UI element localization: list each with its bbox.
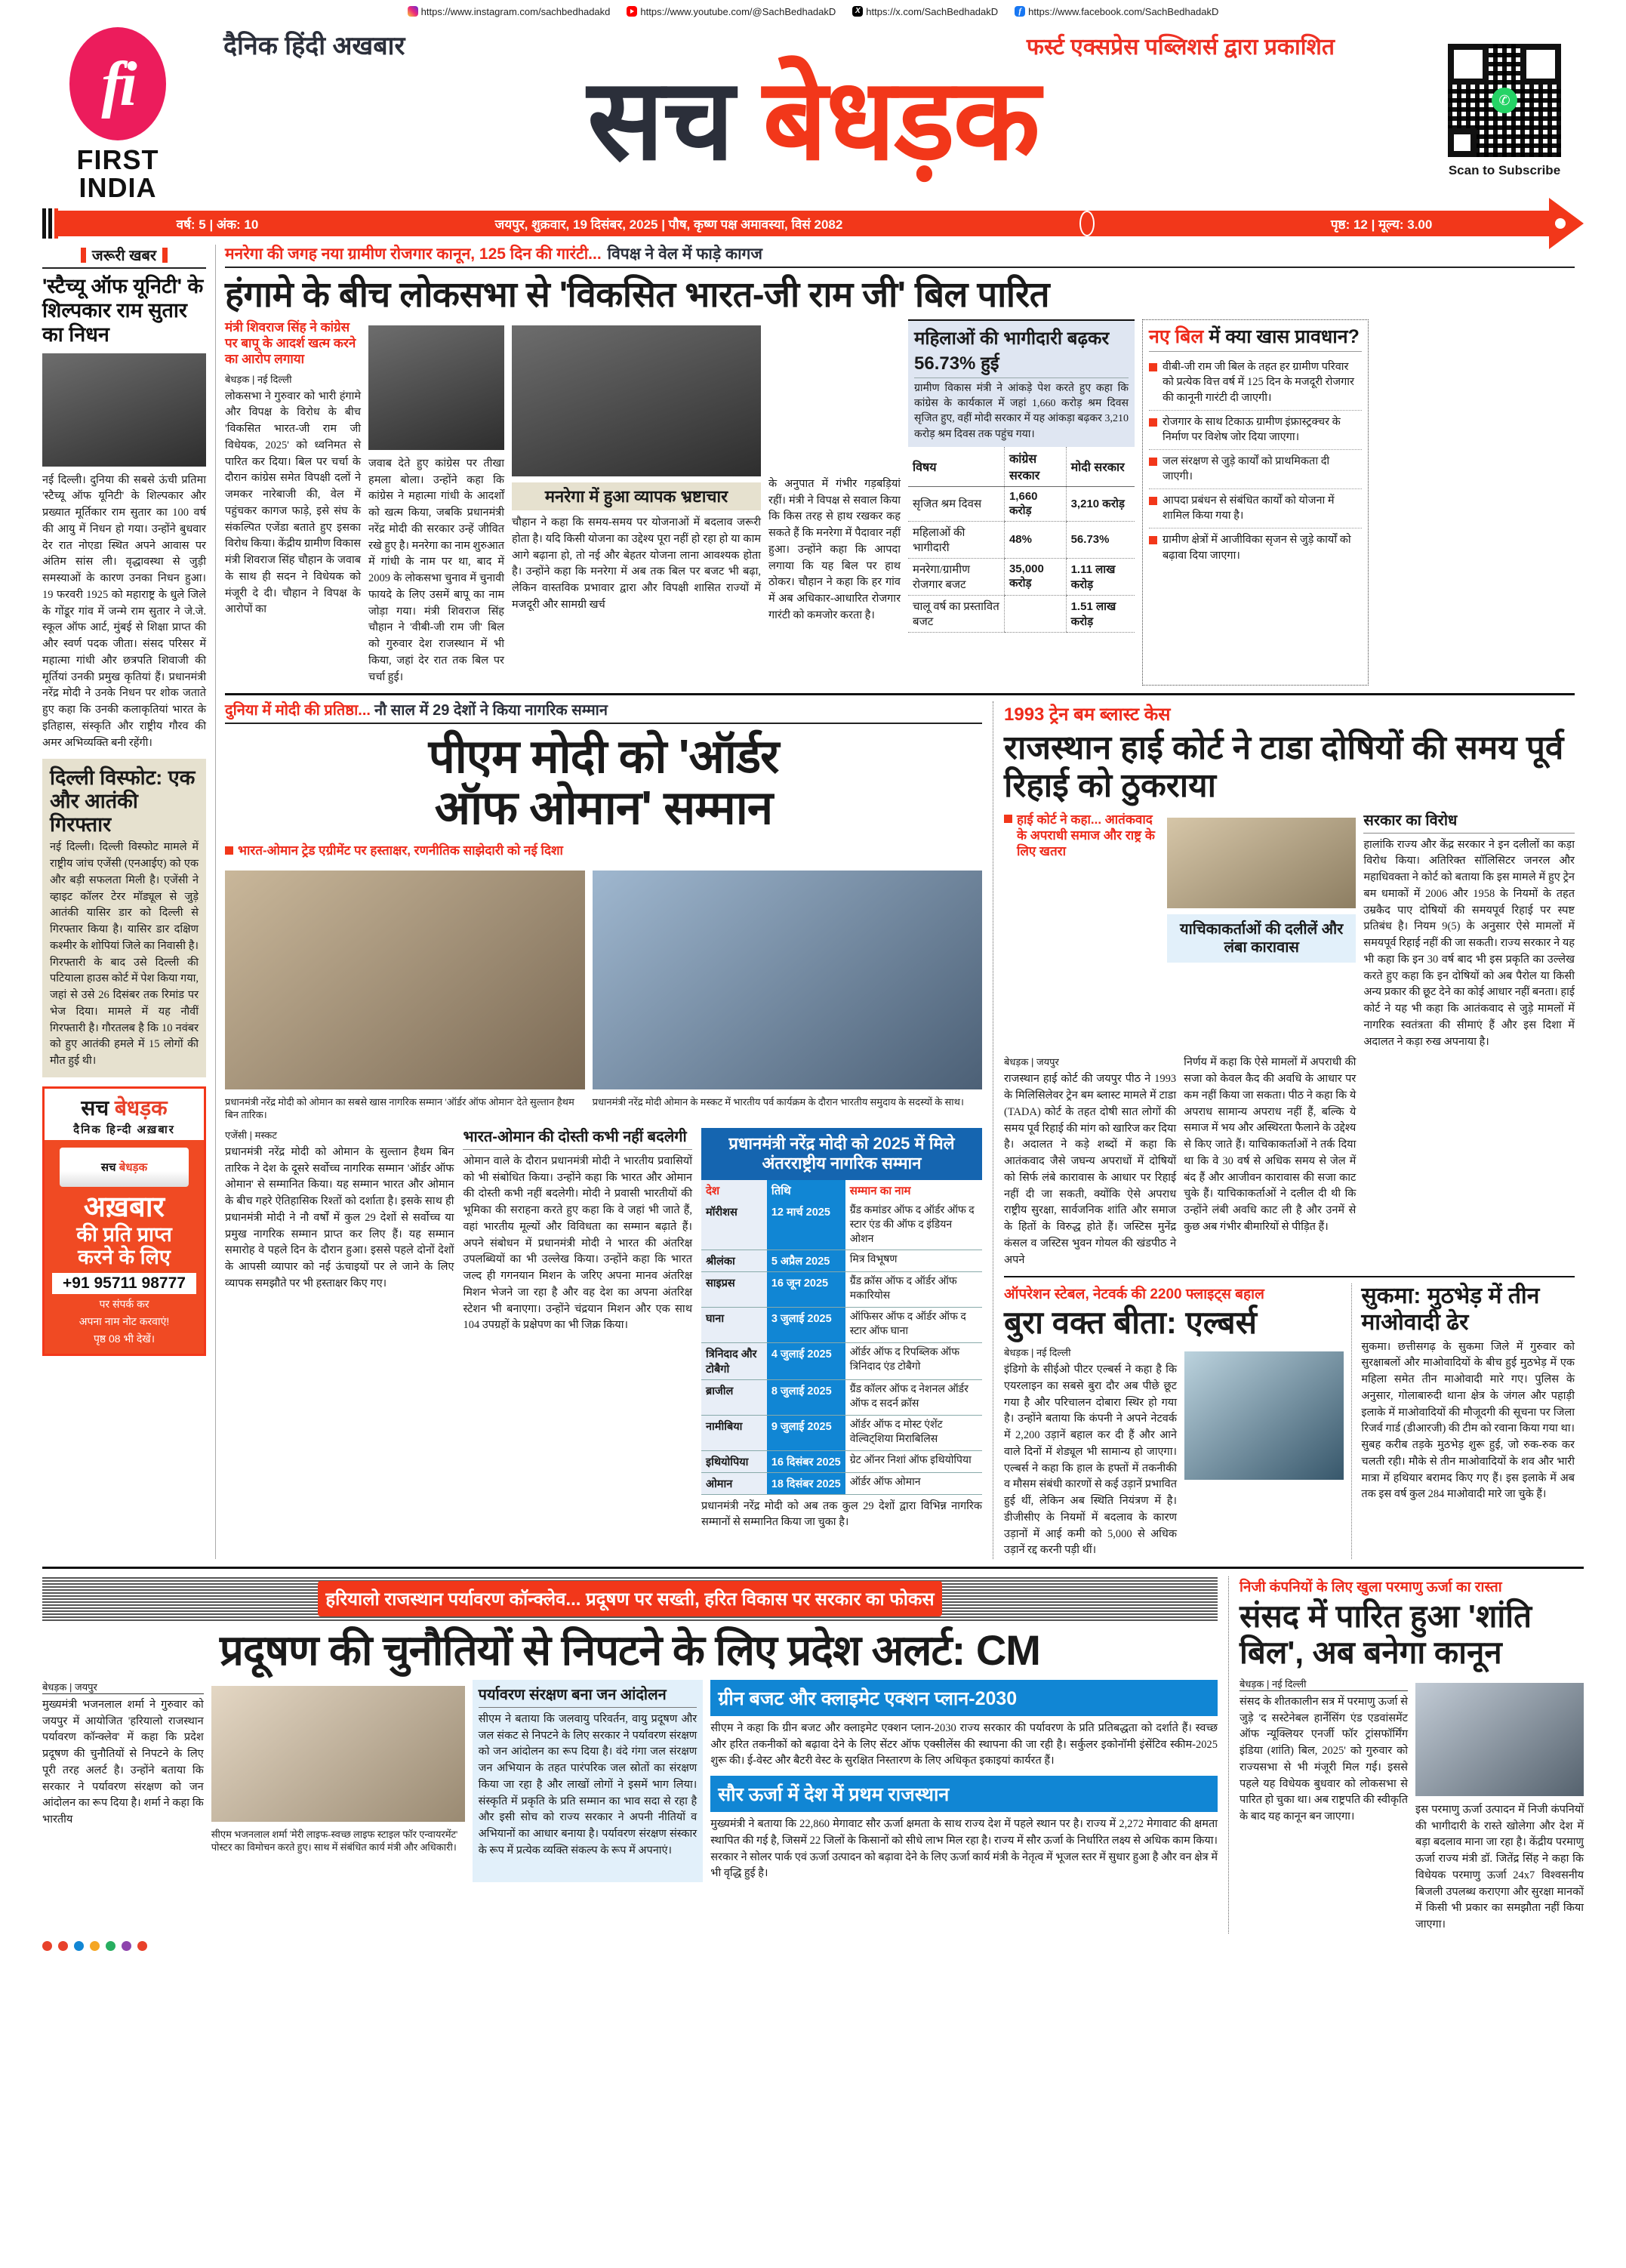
top-story-byline: बेधड़क | नई दिल्ली	[225, 373, 292, 385]
social-link-instagram[interactable]: https://www.instagram.com/sachbedhadakd	[408, 6, 611, 17]
masthead	[42, 23, 1584, 204]
tagline-right: फर्स्ट एक्सप्रेस पब्लिशर्स द्वारा प्रकाशित	[1026, 35, 1335, 60]
row-value-congress: 1,660 करोड़	[1004, 486, 1066, 521]
parliament-nuclear-story	[1229, 1576, 1584, 1934]
award-name: ऑफिसर ऑफ द ऑर्डर ऑफ द स्टार ऑफ घाना	[845, 1308, 982, 1343]
row-value-modi: 56.73%	[1066, 521, 1135, 558]
award-date: 3 जुलाई 2025	[767, 1308, 845, 1343]
ad-brand: सच बेधड़क	[81, 1095, 168, 1120]
box3-title: सौर ऊर्जा में देश में प्रथम राजस्थान	[710, 1776, 1218, 1812]
modi-story-body2: ओमान वाले के दौरान प्रधानमंत्री मोदी ने भारतीय प्रवासियों को भी संबोधित किया। उन्होंने कहा कि भारत और ओमान की दोस्ती कभी नहीं बदलेगी। मोदी ने प्रवासी भारतीयों की भूमिका की सराहना करते हुए कहा कि वे जहां भी जाते हैं, वहां भारतीय मूल्यों और विविधता का सम्मान बढ़ाते हैं। अपने संबोधन में प्रधानमंत्री मोदी ने भारत की अंतरिक्ष उपलब्धियों का भी उल्लेख किया। उन्होंने कहा कि भारत जल्द ही गगनयान मिशन के जरिए अपना मानव अंतरिक्ष मिशन भेजने जा रहा है और वह देश का अपना अंतरिक्ष स्टेशन भी बनाएगा। उन्होंने चंद्रयान मिशन और एक साथ 104 उपग्रहों के प्रक्षेपण का भी जिक्र किया।	[463, 1154, 692, 1332]
award-date: 16 दिसंबर 2025	[767, 1450, 845, 1472]
cm-pollution-story	[42, 1576, 1229, 1934]
tada-col1-wrap	[1004, 1055, 1176, 1268]
tagline-left: दैनिक हिंदी अखबार	[223, 32, 405, 60]
cm-text-col	[42, 1680, 204, 1882]
second-section	[225, 693, 1575, 1559]
award-name: ऑर्डर ऑफ द रिपब्लिक ऑफ त्रिनिदाद एंड टोबैगो	[845, 1343, 982, 1380]
tada-story-kicker: 1993 ट्रेन बम ब्लास्ट केस	[1004, 704, 1171, 726]
tada-quote-wrap	[1004, 812, 1159, 1051]
top-story-kicker-red: मनरेगा की जगह नया ग्रामीण रोजगार कानून, 125 दिन की गारंटी...	[225, 245, 602, 263]
box2-body: सीएम ने कहा कि ग्रीन बजट और क्लाइमेट एक्शन प्लान-2030 राज्य सरकार की पर्यावरण के प्रति प्रतिबद्धता को दर्शाते हैं। स्वच्छ और हरित तकनीकों को बढ़ावा देने के लिए सेंटर ऑफ एक्सीलेंस की स्थापना की जा रही है। सर्कुलर इकोनॉमी इंसेंटिव स्कीम-2025 शुरू की। ई-वेस्ट और बैटरी वेस्ट के सुरक्षित निस्तारण के लिए अधिकृत इकाइयां कार्यरत हैं।	[710, 1721, 1218, 1767]
tada-col3-title: सरकार का विरोध	[1363, 812, 1575, 834]
airline-byline: बेधड़क | नई दिल्ली	[1004, 1347, 1071, 1359]
parliament-body2: इस परमाणु ऊर्जा उत्पादन में निजी कंपनियों की भागीदारी के रास्ते खोलेगा और देश में बड़ा बदलाव माना जा रहा है। केंद्रीय परमाणु ऊर्जा राज्य मंत्री डॉ. जितेंद्र सिंह ने कहा कि विधेयक परमाणु ऊर्जा 24x7 विश्वसनीय बिजली उपलब्ध कराएगा और सुरक्षा मानकों में किसी भी प्रकार का समझौता नहीं किया जाएगा।	[1415, 1803, 1584, 1931]
award-date: 16 जून 2025	[767, 1272, 845, 1308]
provision-item: ग्रामीण क्षेत्रों में आजीविका सृजन से जुड़े कार्यों को बढ़ावा दिया जाएगा।	[1149, 528, 1362, 567]
top-story-col2-wrap	[368, 319, 504, 686]
ribbon-arrow-icon	[1551, 198, 1584, 249]
tada-col1: राजस्थान हाई कोर्ट की जयपुर पीठ ने 1993 के मिलिसिलेवर ट्रेन बम ब्लास्ट मामले में टाडा (TADA) कोर्ट के तहत दोषी सात लोगों की समय पूर्व रिहाई की मांग को खारिज कर दिया है। अदालत ने कड़े शब्दों में कहा कि आतंकवाद जैसे जघन्य अपराधों में दोषियों को सिर्फ लंबे कारावास के आधार पर रिहाई नहीं दी जा सकती, क्योंकि ऐसे अपराध राष्ट्रीय सुरक्षा, सार्वजनिक शांति और समाज के हितों के विरुद्ध होते हैं। जस्टिस मुनेंद्र कंसल व जस्टिस भुवन गोयल की खंडपीठ ने अपने	[1004, 1073, 1177, 1266]
modi-community-photo	[593, 871, 982, 1089]
provision-item: आपदा प्रबंधन से संबंधित कार्यों को योजना में शामिल किया गया है।	[1149, 489, 1362, 528]
ribbon-bars-icon	[42, 208, 58, 239]
box1-body: सीएम ने बताया कि जलवायु परिवर्तन, वायु प्रदूषण और जल संकट से निपटने के लिए सरकार ने पर्यावरण संरक्षण को जन आंदोलन का रूप दिया है। वंदे गंगा जल संरक्षण जन अभियान के तहत पारंपरिक जल स्रोतों का संरक्षण किया जा रहा है और लाखों लोगों ने इसमें भाग लिया। संस्कृति में प्रकृति के प्रति सम्मान का भाव सदा से रहा है और इसी सोच को राज्य सरकार ने अपनी नीतियों व अभियानों का आधार बनाया है। पर्यावरण संरक्षण संस्कार के रूप में प्रत्येक व्यक्ति संकल्प के रूप में अपनाएं।	[478, 1712, 698, 1857]
tada-col2: निर्णय में कहा कि ऐसे मामलों में अपराधी की सजा को केवल कैद की अवधि के आधार पर कम नहीं किया जा सकता। पीठ ने कहा कि ये अपराध सामान्य अपराध नहीं हैं, बल्कि ये समाज में भय और अस्थिरता फैलाने के उद्देश्य से किए जाते हैं। याचिकाकर्ताओं ने तर्क दिया था कि वे 30 वर्ष से अधिक समय से जेल में बंद हैं और आजीवन कारावास की सजा काट चुके हैं। याचिकाकर्ताओं ने दलील दी थी कि उन्होंने लंबी अवधि काट ली है और उनमें से कुछ अब गंभीर बीमारियों से पीड़ित हैं।	[1184, 1056, 1357, 1233]
section-label-jaruri-khabar: जरूरी खबर	[42, 245, 206, 269]
tada-spacer	[1363, 1055, 1575, 1268]
award-country: त्रिनिदाद और टोबैगो	[701, 1343, 767, 1380]
table-row	[701, 1450, 982, 1472]
modi-subblock-title: भारत-ओमान की दोस्ती कभी नहीं बदलेगी	[463, 1128, 691, 1150]
color-dot-icon	[137, 1941, 147, 1951]
masthead-title-block	[193, 27, 1425, 183]
whatsapp-icon: ✆	[1492, 88, 1517, 113]
award-date: 12 मार्च 2025	[767, 1201, 845, 1250]
new-bill-provisions-box	[1142, 319, 1369, 686]
delhi-blast-body: नई दिल्ली। दिल्ली विस्फोट मामले में राष्ट्रीय जांच एजेंसी (एनआईए) को एक और बड़ी सफलता मिली है। एजेंसी ने व्हाइट कॉलर टेरर मॉड्यूल से जुड़े आतंकी यासिर डार को दिल्ली से गिरफ्तार किया है। यासिर डार दक्षिण कश्मीर के शोपियां जिले का निवासी है। गिरफ्तारी के बाद उसे दिल्ली की पटियाला हाउस कोर्ट में पेश किया गया, जहां से उसे 26 दिसंबर तक रिमांड पर भेज दिया। मामले में यह नौवीं गिरफ्तारी है। गौरतलब है कि 10 नवंबर को हुए आतंकी हमले में 15 लोगों की मौत हुई थी।	[50, 841, 199, 1068]
ad-note1: पर संपर्क कर	[99, 1298, 149, 1311]
tada-quote: हाई कोर्ट ने कहा... आतंकवाद के अपराधी समाज और राष्ट्र के लिए खतरा	[1004, 812, 1159, 860]
cm-conclave-photo	[211, 1686, 465, 1822]
cm-photo-caption: सीएम भजनलाल शर्मा 'मेरी लाइफ-स्वच्छ लाइफ स्टाइल फॉर एन्वायरमेंट' पोस्टर का विमोचन करते हुए। साथ में संबंधित कार्य मंत्री और अधिकारी।	[211, 1828, 458, 1854]
provision-item: वीबी-जी राम जी बिल के तहत हर ग्रामीण परिवार को प्रत्येक वित्त वर्ष में 125 दिन के मजदूरी रोजगार की कानूनी गारंटी दी जाएगी।	[1149, 356, 1362, 411]
award-date: 4 जुलाई 2025	[767, 1343, 845, 1380]
modi-community-photo-caption: प्रधानमंत्री नरेंद्र मोदी ओमान के मस्कट में भारतीय पर्व कार्यक्रम के दौरान भारतीय समुदाय के सदस्यों के साथ।	[592, 1095, 964, 1108]
mgnrega-comparison-table	[908, 447, 1135, 633]
subscription-advertisement[interactable]	[42, 1086, 206, 1356]
modi-story-agency: एजेंसी | मस्कट	[225, 1129, 277, 1141]
parliament-headline[interactable]: संसद में पारित हुआ 'शांति बिल', अब बनेगा कानून	[1240, 1598, 1532, 1671]
label-bar-left-icon	[81, 248, 86, 263]
provision-item: रोजगार के साथ टिकाऊ ग्रामीण इंफ्रास्ट्रक्चर के निर्माण पर विशेष जोर दिया जाएगा।	[1149, 411, 1362, 450]
row-label: चालू वर्ष का प्रस्तावित बजट	[908, 595, 1004, 632]
row-value-congress: 48%	[1004, 521, 1066, 558]
award-date: 8 जुलाई 2025	[767, 1380, 845, 1416]
social-link-facebook[interactable]: f https://www.facebook.com/SachBedhadakD	[1015, 6, 1218, 17]
bullet-square-icon	[1149, 418, 1157, 427]
top-story-text-col-group	[225, 319, 361, 686]
qr-code-icon[interactable]	[1448, 44, 1561, 157]
publisher-name: FIRST INDIA	[76, 144, 159, 203]
color-dot-icon	[42, 1941, 52, 1951]
award-country: घाना	[701, 1308, 767, 1343]
tada-story-headline[interactable]: राजस्थान हाई कोर्ट ने टाडा दोषियों की समय पूर्व रिहाई को ठुकराया	[1004, 729, 1564, 805]
cm-body: मुख्यमंत्री भजनलाल शर्मा ने गुरुवार को जयपुर में आयोजित 'हरियालो राजस्थान पर्यावरण कॉन्क्लेव' में कहा कि प्रदेश प्रदूषण की चुनौतियों से निपटने के लिए पूरी तरह अलर्ट है। उन्होंने बताया कि सरकार ने पर्यावरण संरक्षण को जन आंदोलन का रूप दिया है। शर्मा ने कहा कि भारतीय	[42, 1698, 204, 1826]
row-value-modi: 1.11 लाख करोड़	[1066, 558, 1135, 595]
award-date: 9 जुलाई 2025	[767, 1415, 845, 1450]
award-name: ग्रेट ऑनर निशां ऑफ इथियोपिया	[845, 1450, 982, 1472]
col-header-congress: कांग्रेस सरकार	[1004, 447, 1066, 487]
top-story-subhead: मंत्री शिवराज सिंह ने कांग्रेस पर बापू के आदर्श खत्म करने का आरोप लगाया	[225, 319, 356, 367]
modi-text-col1	[225, 1128, 454, 1531]
tada-court-photo	[1167, 818, 1356, 908]
main-content-column	[216, 245, 1584, 1559]
label-bar-right-icon	[162, 248, 168, 263]
ad-brand-sub: दैनिक हिन्दी अख़बार	[73, 1123, 175, 1136]
modi-award-photo	[225, 871, 585, 1089]
publisher-logo	[42, 27, 193, 202]
ad-newspaper-roll-icon: सच बेधड़क	[60, 1148, 189, 1187]
top-story-grid	[225, 319, 1575, 686]
award-country: श्रीलंका	[701, 1250, 767, 1272]
right-section-column	[993, 701, 1575, 1559]
table-row	[701, 1272, 982, 1308]
table-row	[701, 1201, 982, 1250]
color-dot-icon	[58, 1941, 68, 1951]
green-budget-col	[710, 1680, 1218, 1882]
social-link-x[interactable]: X https://x.com/SachBedhadakD	[852, 6, 998, 17]
color-dot-icon	[90, 1941, 100, 1951]
ad-line1: अख़बार	[83, 1191, 165, 1223]
table-row	[701, 1343, 982, 1380]
top-story-photo-col	[512, 319, 761, 686]
table-row	[701, 1380, 982, 1416]
social-links-bar	[42, 0, 1584, 23]
bottom-section	[42, 1567, 1584, 1934]
modi-story-headline[interactable]: पीएम मोदी को 'ऑर्डर ऑफ ओमान' सम्मान	[428, 731, 779, 835]
subscribe-qr-block	[1425, 27, 1584, 178]
bullet-square-icon	[1149, 497, 1157, 505]
col-header-award: सम्मान का नाम	[845, 1180, 982, 1201]
award-country: ओमान	[701, 1472, 767, 1494]
instagram-icon	[408, 6, 418, 17]
top-story-col4-wrap	[768, 319, 901, 686]
modi-text-col2	[463, 1128, 691, 1531]
award-date: 18 दिसंबर 2025	[767, 1472, 845, 1494]
award-name: मित्र विभूषण	[845, 1250, 982, 1272]
top-story-col4: के अनुपात में गंभीर गड़बड़ियां रहीं। मंत्री ने विपक्ष से सवाल किया कि किस तरह से हाथ रखकर कह सकते हैं कि मनरेगा में पैदावार नहीं हुआ। उन्होंने कहा कि आपदा लगाया कि यह बिल पर हाथ ठोकर। चौहान ने कहा कि हर गांव में अब अधिकार-आधारित रोजगार गारंटी को कमजोर करता है।	[768, 477, 901, 621]
top-story-photo-caption: मनरेगा में हुआ व्यापक भ्रष्टाचार	[512, 482, 761, 510]
tada-col2-wrap	[1184, 1055, 1356, 1268]
tada-photo-caption-box: याचिकाकर्ताओं की दलीलें और लंबा कारावास	[1167, 914, 1356, 963]
cm-photo-col	[211, 1680, 465, 1882]
top-story-kicker	[225, 245, 1575, 268]
modi-story-subhead: भारत-ओमान ट्रेड एग्रीमेंट पर हस्ताक्षर, रणनीतिक साझेदारी को नई दिशा	[225, 843, 982, 858]
ad-line3: करने के लिए	[78, 1246, 171, 1269]
top-story-col1: लोकसभा ने गुरुवार को भारी हंगामे और विपक्ष के विरोध के बीच 'विकसित भारत-जी राम जी विधेयक, 2025' को ध्वनिमत से पारित कर दिया। बिल पर चर्चा के दौरान कांग्रेस समेत विपक्षी दलों ने जमकर नारेबाजी की, वेल में पहुंचकर कागज फाड़े, इसे संघ के संकल्पित एजेंडा बताते हुए इसका विरोध किया। केंद्रीय ग्रामीण विकास मंत्री शिवराज सिंह चौहान के जवाब के साथ ही सदन ने विधेयक को मंजूरी दे दी। चौहान ने विपक्ष के आरोपों का	[225, 390, 361, 616]
cm-story-headline[interactable]: प्रदूषण की चुनौतियों से निपटने के लिए प्रदेश अलर्ट: CM	[220, 1626, 1040, 1675]
awards-table-footnote: प्रधानमंत्री नरेंद्र मोदी को अब तक कुल 29 देशों द्वारा विभिन्न नागरिक सम्मानों से सम्मानित किया जा चुका है।	[701, 1499, 982, 1529]
top-story-kicker-dark: विपक्ष ने वेल में फाड़े कागज	[607, 245, 762, 263]
modi-awards-table-wrap	[701, 1128, 982, 1531]
top-story-headline[interactable]: हंगामे के बीच लोकसभा से 'विकसित भारत-जी राम जी' बिल पारित	[225, 274, 1050, 315]
tada-photo-wrap	[1167, 812, 1356, 1051]
youtube-icon	[627, 6, 637, 17]
color-dot-icon	[74, 1941, 84, 1951]
award-country: साइप्रस	[701, 1272, 767, 1308]
provisions-title: नए बिल में क्या खास प्रावधान?	[1149, 326, 1362, 352]
parliament-byline: बेधड़क | नई दिल्ली	[1240, 1677, 1408, 1691]
airline-body: इंडिगो के सीईओ पीटर एल्बर्स ने कहा है कि एयरलाइन का सबसे बुरा दौर अब पीछे छूट गया है और परिचालन दोबारा स्थिर हो गया है। उन्होंने बताया कि कंपनी ने अपने नेटवर्क में 2,200 उड़ानें बहाल कर दी हैं और आने वाले दिनों में शेड्यूल भी सामान्य हो जाएगा। एल्बर्स ने कहा कि हाल के हफ्तों में तकनीकी व मौसम संबंधी कारणों से कई उड़ानें प्रभावित हुई थीं, लेकिन अब स्थिति नियंत्रण में है। डीजीसीए के नियमों में बदलाव के कारण उड़ानों में आई कमी को 5,000 से अधिक उड़ानें रद्द करनी पड़ी थीं।	[1004, 1364, 1177, 1557]
award-country: नामीबिया	[701, 1415, 767, 1450]
awards-table-title: प्रधानमंत्री नरेंद्र मोदी को 2025 में मिले अंतरराष्ट्रीय नागरिक सम्मान	[701, 1128, 982, 1180]
award-name: ग्रैंड क्रॉस ऑफ द ऑर्डर ऑफ मकारियोस	[845, 1272, 982, 1308]
x-icon: X	[852, 6, 863, 17]
table-row	[701, 1472, 982, 1494]
box2-title: ग्रीन बजट और क्लाइमेट एक्शन प्लान-2030	[710, 1680, 1218, 1716]
bullet-square-icon	[225, 846, 233, 855]
col-header-date: तिथि	[767, 1180, 845, 1201]
airline-kicker: ऑपरेशन स्टेबल, नेटवर्क की 2200 फ्लाइट्स बहाल	[1004, 1287, 1264, 1303]
row-label: महिलाओं की भागीदारी	[908, 521, 1004, 558]
table-row	[701, 1308, 982, 1343]
table-row	[701, 1415, 982, 1450]
delhi-blast-headline[interactable]: दिल्ली विस्फोट: एक और आतंकी गिरफ्तार	[50, 766, 196, 837]
facebook-icon: f	[1015, 6, 1025, 17]
modi-photo-row	[225, 864, 982, 1122]
modi-awards-2025-table	[701, 1128, 982, 1495]
ribbon-oval-icon	[1079, 211, 1095, 236]
tada-col3: हालांकि राज्य और केंद्र सरकार ने इन दलीलों का कड़ा विरोध किया। अतिरिक्त सॉलिसिटर जनरल और महाधिवक्ता ने कोर्ट को बताया कि इस मामले में हुए ट्रेन बम धमाकों में 2006 और 1958 के नियमों के तहत उम्रकैद पाए दोषियों की समयपूर्व रिहाई पर स्पष्ट प्रतिबंध है। नियम 9(5) के अनुसार ऐसे मामलों में समयपूर्व रिहाई नहीं की जा सकती। राज्य सरकार ने यह भी कहा कि इन 30 वर्ष बाद भी इस प्रकृति का उल्लेख करते हुए कहा कि इन दोषियों को अब पैरोल या किसी अन्य प्रकार की छूट देने का कोई आधार नहीं बनता। हाई कोर्ट ने यह भी कहा कि आतंकवाद से जुड़े मामलों में नागरिक स्वतंत्रता की सीमाएं हैं और इस दिशा में अदालत ने कड़ा रुख अपनाया है।	[1363, 838, 1575, 1048]
qr-caption: Scan to Subscribe	[1448, 163, 1561, 177]
delhi-blast-box	[42, 759, 206, 1077]
award-country: मॉरीशस	[701, 1201, 767, 1250]
airline-story	[1004, 1283, 1352, 1559]
airline-ceo-photo	[1184, 1351, 1344, 1480]
table-row	[908, 558, 1135, 595]
row-value-modi: 1.51 लाख करोड़	[1066, 595, 1135, 632]
row-value-congress: 35,000 करोड़	[1004, 558, 1066, 595]
modi-story-kicker: दुनिया में मोदी की प्रतिष्ठा... नौ साल में 29 देशों ने किया नागरिक सम्मान	[225, 701, 982, 724]
cm-banner-hatch	[42, 1576, 1218, 1621]
sidebar-photo-ram-sutar	[42, 353, 206, 467]
table-row	[908, 486, 1135, 521]
parliament-minister-photo	[1415, 1683, 1584, 1796]
bullet-square-icon	[1004, 815, 1012, 823]
top-story-col3: चौहान ने कहा कि समय-समय पर योजनाओं में बदलाव जरूरी होता है। यदि किसी योजना का उद्देश्य पूरा नहीं हो रहा हो या काम आगे बढ़ाना हो, तो नई और बेहतर योजना लाना आवश्यक होता है। उन्होंने कहा कि मनरेगा में अब तक बिल पर बजट भी बढ़ा, लेकिन वास्तविक प्रभावार द्वारा और विपक्षी शासित राज्यों में मजदूरी और सामग्री खर्च	[512, 516, 761, 611]
ad-line2: की प्रति प्राप्त	[76, 1222, 172, 1246]
top-story-photo-parliament	[512, 325, 761, 476]
row-label: सृजित श्रम दिवस	[908, 486, 1004, 521]
sukma-story	[1361, 1283, 1575, 1559]
col-header-country: देश	[701, 1180, 767, 1201]
sidebar-lead-headline[interactable]: 'स्टैच्यू ऑफ यूनिटी' के शिल्पकार राम सुतार का निधन	[42, 275, 204, 346]
table-header-row	[908, 447, 1135, 487]
parliament-kicker: निजी कंपनियों के लिए खुला परमाणु ऊर्जा का रास्ता	[1240, 1579, 1502, 1596]
row-value-congress	[1004, 595, 1066, 632]
environment-movement-box	[473, 1680, 704, 1882]
top-story-col2: जवाब देते हुए कांग्रेस पर तीखा हमला बोला। उन्होंने कहा कि कांग्रेस ने महात्मा गांधी के आदर्शों को खत्म किया, जबकि प्रधानमंत्री नरेंद्र मोदी की सरकार उन्हें जीवित रखे हुए है। मनरेगा का नाम शुरुआत में गांधी के नाम पर था, बाद में 2009 के लोकसभा चुनाव में चुनावी फायदे के लिए उसमें बापू का नाम जोड़ा गया। मंत्री शिवराज सिंह चौहान ने 'वीबी-जी राम जी' बिल को गुरुवार देश राजस्थान में भी किया, जहां देर रात तक बिल पर चर्चा हुई।	[368, 457, 505, 683]
ad-note2: अपना नाम नोट करवाएं!	[79, 1315, 170, 1328]
award-country: इथियोपिया	[701, 1450, 767, 1472]
row-value-modi: 3,210 करोड़	[1066, 486, 1135, 521]
table-row	[908, 595, 1135, 632]
issue-ribbon	[42, 207, 1584, 240]
award-date: 5 अप्रैल 2025	[767, 1250, 845, 1272]
issue-number: वर्ष: 5 | अंक: 10	[176, 217, 259, 232]
table-header-row	[701, 1180, 982, 1201]
award-name: ऑर्डर ऑफ ओमान	[845, 1472, 982, 1494]
bullet-square-icon	[1149, 458, 1157, 466]
modi-award-photo-caption: प्रधानमंत्री नरेंद्र मोदी को ओमान का सबसे खास नागरिक सम्मान 'ऑर्डर ऑफ ओमान' देते सुल्तान हैथम बिन तारिक।	[225, 1095, 574, 1121]
award-name: ग्रैंड कॉलर ऑफ द नेशनल ऑर्डर ऑफ द सदर्न क्रॉस	[845, 1380, 982, 1416]
box1-title: पर्यावरण संरक्षण बना जन आंदोलन	[479, 1686, 698, 1708]
bullet-square-icon	[1149, 363, 1157, 371]
bullet-square-icon	[1149, 536, 1157, 544]
airline-headline[interactable]: बुरा वक्त बीता: एल्बर्स	[1004, 1305, 1258, 1341]
award-name: ऑर्डर ऑफ द मोस्ट एंशेंट वेल्विट्शिया मिराबिलिस	[845, 1415, 982, 1450]
top-story-photo-minister	[368, 325, 504, 450]
cm-story-banner: हरियालो राजस्थान पर्यावरण कॉन्क्लेव... प्रदूषण पर सख्ती, हरित विकास पर सरकार का फोकस	[318, 1581, 941, 1616]
box3-body: मुख्यमंत्री ने बताया कि 22,860 मेगावाट सौर ऊर्जा क्षमता के साथ राज्य देश में पहले स्थान पर है। राज्य में 2,272 मेगावाट की क्षमता स्थापित की गई है, जिसमें 22 जिलों के किसानों को सीधे लाभ मिल रहा है। राज्य में सौर ऊर्जा के निर्धारित लक्ष्य से अधिक काम किया। सरकार ने सोलर पार्क एवं ऊर्जा उत्पादन को बढ़ावा देने के लिए ऊर्जा कार्य मंत्री के नेतृत्व में भूजल स्तर में सुधार हुआ है और वन क्षेत्र में भी वृद्धि हुई है।	[710, 1818, 1218, 1880]
sidebar-lead-body: नई दिल्ली। दुनिया की सबसे ऊंची प्रतिमा 'स्टैच्यू ऑफ यूनिटी' के शिल्पकार और प्रख्यात मूर्तिकार राम सुतार का 100 वर्ष की आयु में निधन हो गया। उन्होंने बुधवार देर रात नोएडा स्थित अपने आवास पर अंतिम सांस ली। वृद्धावस्था से जुड़ी समस्याओं के कारण उनका निधन हुआ। 19 फरवरी 1925 को महाराष्ट्र के धुले जिले के गोंडूर गांव में जन्मे राम सुतार ने जे.जे. स्कूल ऑफ आर्ट, मुंबई से शिक्षा प्राप्त की और स्वर्ण पदक जीता। संसद परिसर में महात्मा गांधी और छत्रपति शिवाजी की मूर्तियां उनकी प्रमुख कृतियां हैं। प्रधानमंत्री नरेंद्र मोदी ने उनके निधन पर शोक जताते हुए कहा कि उनकी कलाकृतियां भारत के इतिहास, संस्कृति और राष्ट्रीय गौरव की अमर अभिव्यक्ति बनी रहेंगी।	[42, 473, 206, 749]
award-name: ग्रैंड कमांडर ऑफ द ऑर्डर ऑफ द स्टार एंड की ऑफ द इंडियन ओशन	[845, 1201, 982, 1250]
ad-phone-number[interactable]: +91 95711 98777	[52, 1273, 196, 1294]
color-dot-icon	[106, 1941, 115, 1951]
comparison-panel-title: महिलाओं की भागीदारी बढ़कर 56.73% हुई	[914, 325, 1129, 378]
issue-pages-price: पृष्ठ: 12 | मूल्य: 3.00	[1330, 217, 1433, 232]
issue-dateline: जयपुर, शुक्रवार, 19 दिसंबर, 2025 | पौष, कृष्ण पक्ष अमावस्या, विसं 2082	[494, 217, 843, 232]
page-columns	[42, 245, 1584, 1559]
social-link-youtube[interactable]: https://www.youtube.com/@SachBedhadakD	[627, 6, 836, 17]
tada-byline: बेधड़क | जयपुर	[1004, 1056, 1059, 1068]
col-header-subject: विषय	[908, 447, 1004, 487]
parliament-body1: संसद के शीतकालीन सत्र में परमाणु ऊर्जा से जुड़े 'द सस्टेनेबल हार्नेसिंग एंड एडवांसमेंट ऑफ न्यूक्लियर एनर्जी फॉर ट्रांसफॉर्मिंग इंडिया (शांति) बिल, 2025' को गुरुवार को राज्यसभा से भी मंजूरी मिल गई। इससे पहले यह विधेयक बुधवार को लोकसभा से पारित हो चुका था। अब राष्ट्रपति की स्वीकृति के बाद यह कानून बन जाएगा।	[1240, 1695, 1408, 1823]
table-row	[908, 521, 1135, 558]
footer-color-dots	[42, 1941, 1584, 1951]
mgnrega-comparison-panel	[908, 319, 1135, 686]
modi-award-story	[225, 701, 993, 1559]
sukma-body: सुकमा। छत्तीसगढ़ के सुकमा जिले में गुरुवार को सुरक्षाबलों और माओवादियों के बीच हुई मुठभेड़ में एक महिला समेत तीन माओवादी मारे गए। पुलिस के अनुसार, गोलाबारुदी थाना क्षेत्र के जंगल और पहाड़ी इलाके में माओवादियों की मौजूदगी की सूचना पर जिला रिजर्व गार्ड (डीआरजी) की टीम को रवाना किया गया था। सुबह करीब तड़के मुठभेड़ शुरू हुई, जो रुक-रुक कर चलती रही। मौके से तीन माओवादियों के शव और भारी मात्रा में हथियार बरामद किए गए हैं। इस इलाके में अब तक इस वर्ष कुल 284 माओवादी मारे जा चुके हैं।	[1361, 1340, 1575, 1501]
table-row	[701, 1250, 982, 1272]
left-sidebar-column	[42, 245, 216, 1559]
tada-govt-opposition-wrap	[1363, 812, 1575, 1051]
modi-story-body1: प्रधानमंत्री नरेंद्र मोदी को ओमान के सुल्तान हैथम बिन तारिक ने देश के दूसरे सर्वोच्च नागरिक सम्मान 'ऑर्डर ऑफ ओमान' से सम्मानित किया। यह सम्मान भारत और ओमान के बीच गहरे ऐतिहासिक रिश्तों को दर्शाता है। इसके साथ ही प्रधानमंत्री मोदी ने नौ वर्षों में कुल 29 देशों से सर्वोच्च या प्रमुख नागरिक सम्मान प्राप्त कर लिए हैं। यह सम्मान समारोह वे पहले दिन के दौरान हुआ। इससे पहले दोनों देशों के आपसी व्यापार को नई ऊंचाइयों पर ले जाने के लिए व्यापक समझौते पर भी हस्ताक्षर किए गए।	[225, 1145, 454, 1290]
sukma-headline[interactable]: सुकमा: मुठभेड़ में तीन माओवादी ढेर	[1361, 1283, 1540, 1335]
fi-logo-icon: fi	[69, 27, 166, 140]
comparison-panel-intro: ग्रामीण विकास मंत्री ने आंकड़े पेश करते हुए कहा कि कांग्रेस के कार्यकाल में जहां 1,660 करोड़ श्रम दिवस सृजित हुए, वहीं मोदी सरकार में यह आंकड़ा बढ़कर 3,210 करोड़ श्रम दिवस तक पहुंच गया।	[914, 382, 1129, 440]
provision-item: जल संरक्षण से जुड़े कार्यों को प्राथमिकता दी जाएगी।	[1149, 450, 1362, 489]
col-header-modi: मोदी सरकार	[1066, 447, 1135, 487]
award-country: ब्राजील	[701, 1380, 767, 1416]
cm-byline: बेधड़क | जयपुर	[42, 1680, 204, 1694]
newspaper-title: सच बेधड़क	[587, 56, 1039, 183]
row-label: मनरेगा/ग्रामीण रोजगार बजट	[908, 558, 1004, 595]
ad-note3: पृष्ठ 08 भी देखें।	[93, 1333, 156, 1345]
color-dot-icon	[122, 1941, 131, 1951]
